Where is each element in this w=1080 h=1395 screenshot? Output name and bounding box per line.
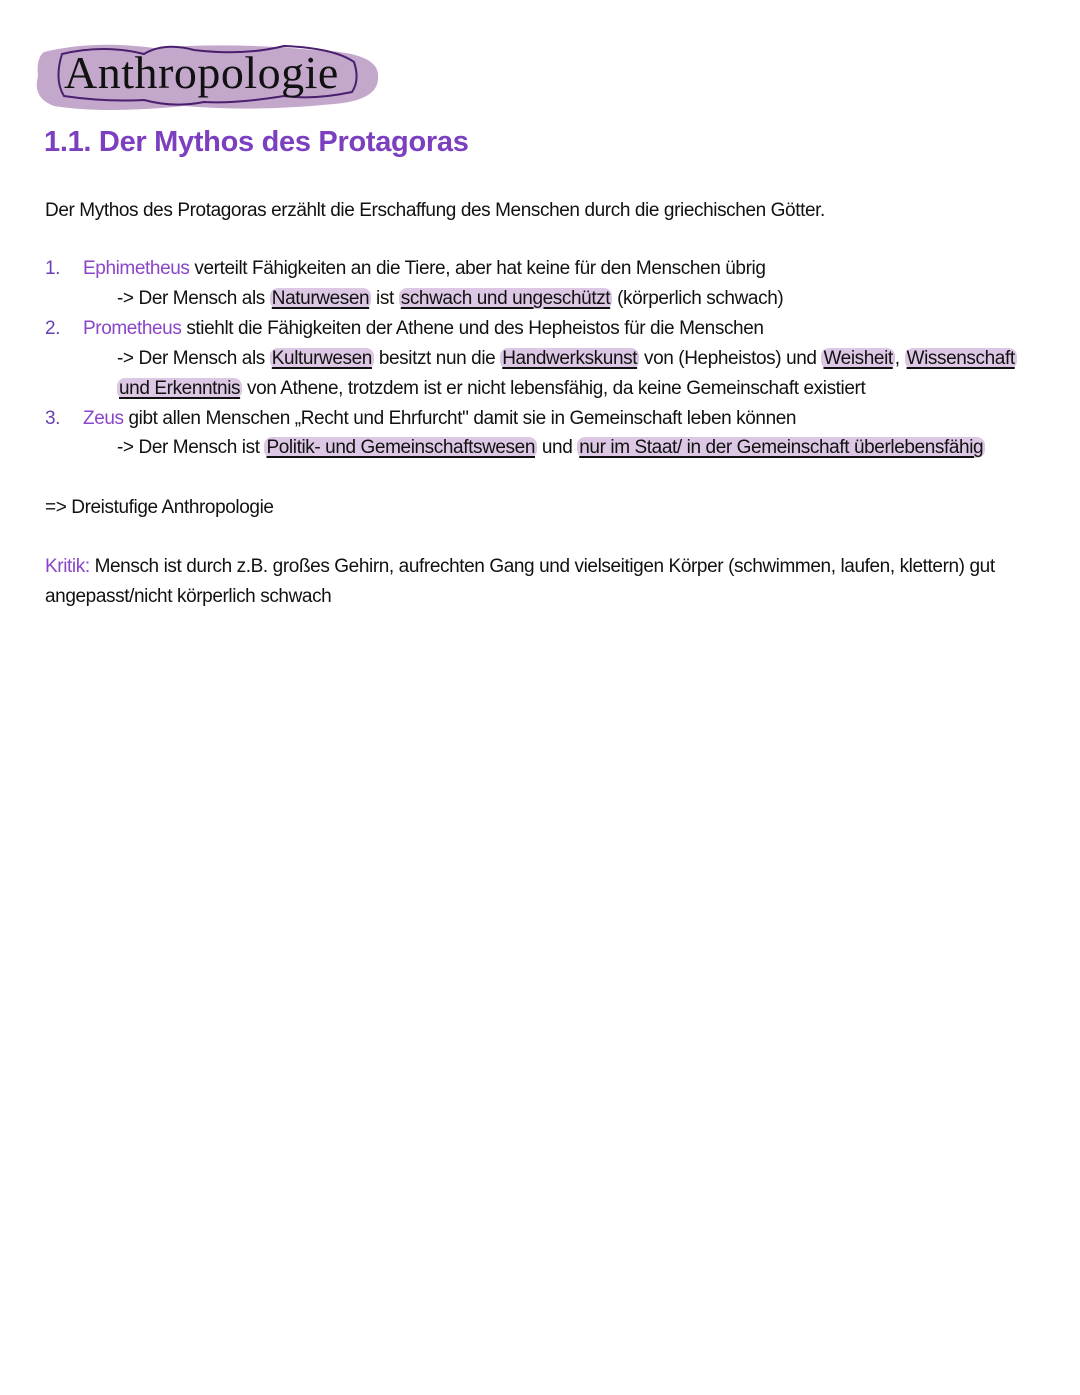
critique-line-2: angepasst/nicht körperlich schwach — [45, 586, 332, 607]
sub-text: , — [894, 348, 905, 369]
sub-text: besitzt nun die — [373, 348, 501, 369]
sub-text: -> Der Mensch als — [117, 348, 270, 369]
list-item-1-sub — [117, 288, 783, 310]
item-name: Ephimetheus — [83, 258, 190, 279]
item-number: 3. — [45, 408, 61, 429]
item-text: gibt allen Menschen „Recht und Ehrfurcht" damit sie in Gemeinschaft leben können — [123, 408, 797, 429]
highlight: Handwerkskunst — [502, 348, 638, 369]
critique-text: Mensch ist durch z.B. großes Gehirn, aufrechten Gang und vielseitigen Körper (schwimmen, laufen, klettern) gut — [89, 556, 995, 577]
sub-text: -> Der Mensch ist — [117, 437, 265, 458]
highlight: Politik- und Gemeinschaftswesen — [266, 437, 535, 458]
sub-text: von Athene, trotzdem ist er nicht lebensfähig, da keine Gemeinschaft existiert — [242, 378, 866, 399]
item-name: Prometheus — [83, 318, 182, 339]
critique-line-1 — [45, 556, 995, 578]
critique-label: Kritik: — [45, 556, 90, 577]
highlight: Kulturwesen — [271, 348, 372, 369]
conclusion-text: => Dreistufige Anthropologie — [45, 497, 274, 518]
list-item-2 — [45, 318, 764, 340]
highlight: Wissenschaft — [906, 348, 1015, 369]
highlight: und Erkenntnis — [119, 378, 241, 399]
list-item-2-sub — [117, 348, 1017, 370]
list-item-1 — [45, 258, 766, 280]
list-item-2-sub-cont — [117, 378, 865, 400]
item-text: verteilt Fähigkeiten an die Tiere, aber hat keine für den Menschen übrig — [189, 258, 766, 279]
highlight: Weisheit — [823, 348, 893, 369]
sub-text: von (Hepheistos) und — [639, 348, 822, 369]
page-title: Anthropologie — [64, 47, 339, 98]
sub-text: -> Der Mensch als — [117, 288, 270, 309]
item-number: 1. — [45, 258, 61, 279]
section-heading: 1.1. Der Mythos des Protagoras — [44, 126, 469, 158]
intro-text: Der Mythos des Protagoras erzählt die Erschaffung des Menschen durch die griechischen Götter. — [45, 200, 825, 221]
sub-text: und — [537, 437, 578, 458]
highlight: Naturwesen — [271, 288, 370, 309]
sub-text: ist — [371, 288, 399, 309]
item-name: Zeus — [83, 408, 124, 429]
item-number: 2. — [45, 318, 61, 339]
sub-text: (körperlich schwach) — [612, 288, 784, 309]
title-banner — [34, 40, 382, 112]
highlight: nur im Staat/ in der Gemeinschaft überlebensfähig — [579, 437, 984, 458]
list-item-3-sub — [117, 437, 985, 459]
list-item-3 — [45, 408, 796, 430]
item-text: stiehlt die Fähigkeiten der Athene und des Hepheistos für die Menschen — [181, 318, 764, 339]
highlight: schwach und ungeschützt — [400, 288, 611, 309]
